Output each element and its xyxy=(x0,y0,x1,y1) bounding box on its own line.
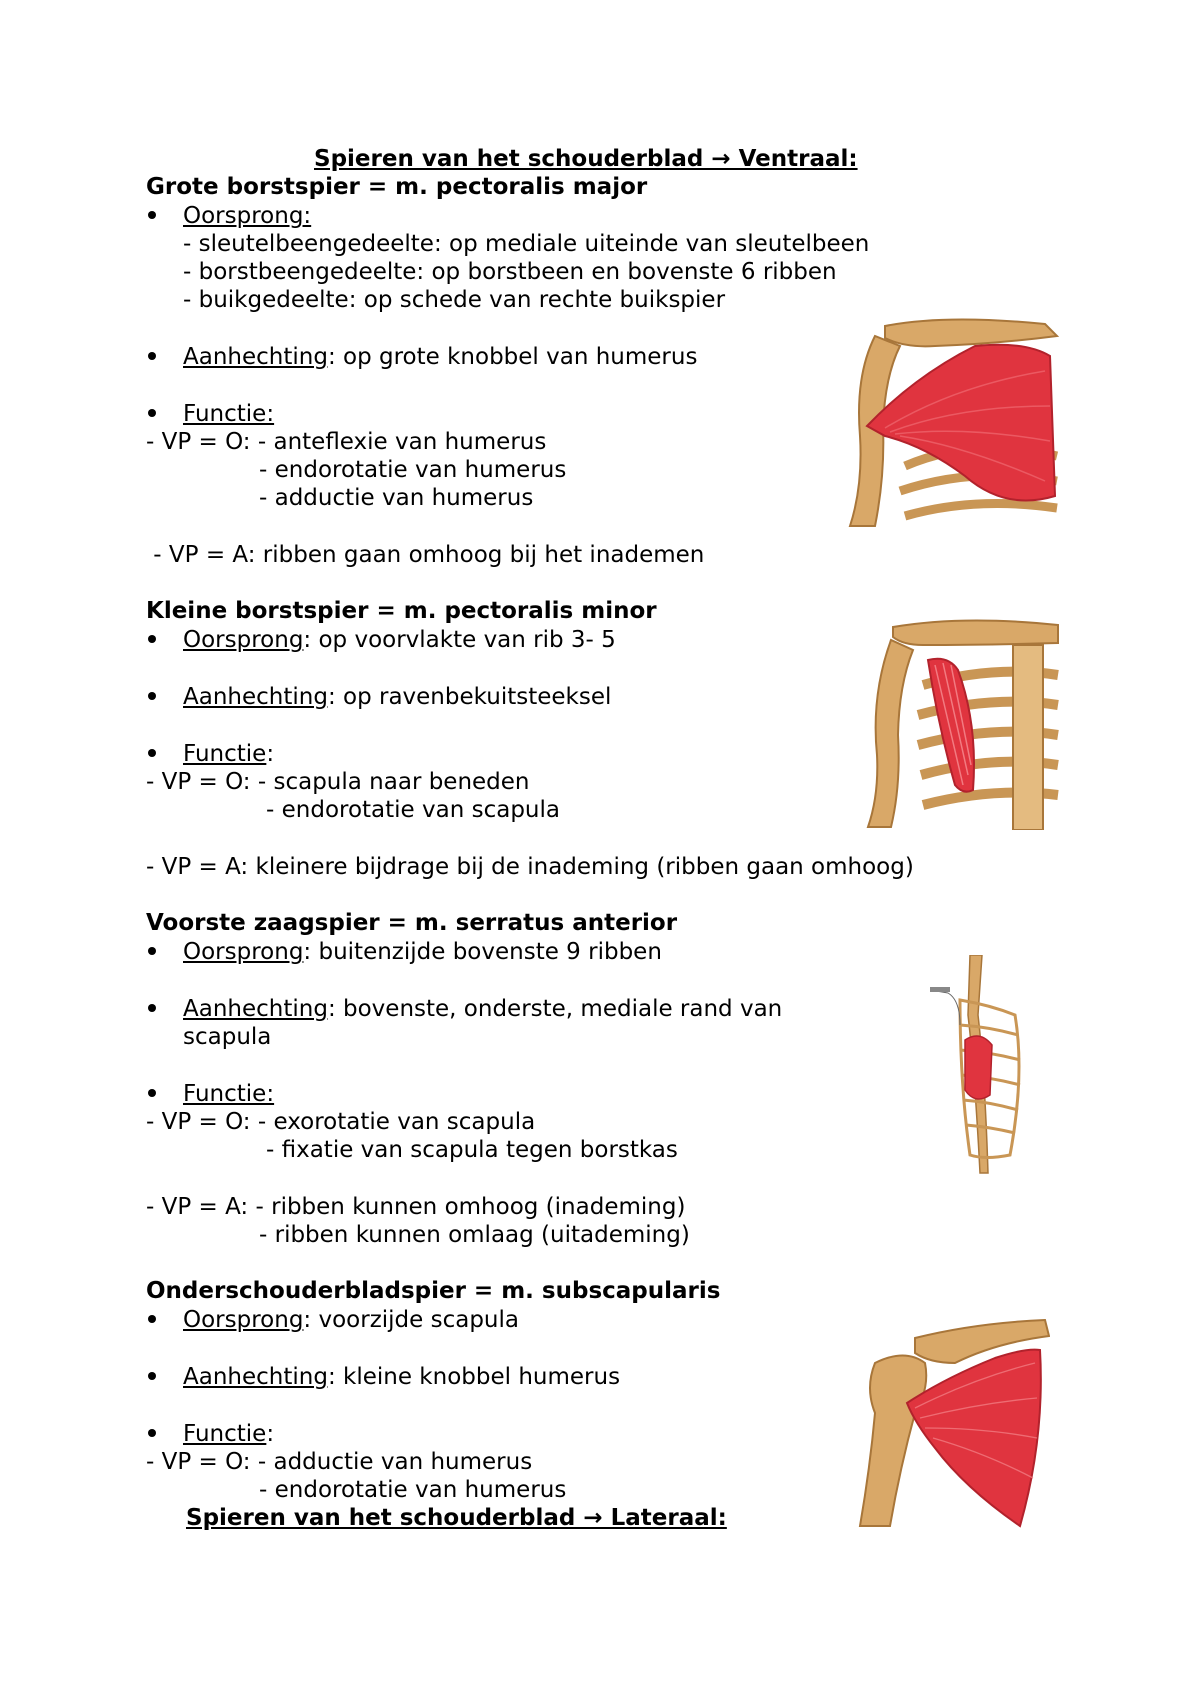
origin-line: - buikgedeelte: op schede van rechte buikspier xyxy=(183,287,726,313)
insertion-label: Aanhechting xyxy=(183,996,328,1022)
function-suffix: : xyxy=(266,741,275,767)
origin-label: Oorsprong xyxy=(183,1307,304,1333)
function-line: - endorotatie van humerus xyxy=(259,457,567,483)
origin-text: : buitenzijde bovenste 9 ribben xyxy=(303,939,662,965)
function-line: - adductie van humerus xyxy=(259,485,534,511)
function-line: - endorotatie van humerus xyxy=(259,1477,567,1503)
pectoralis-major-illustration xyxy=(845,316,1060,529)
origin-line xyxy=(183,938,662,967)
bullet-icon xyxy=(148,749,156,757)
origin-label: Oorsprong xyxy=(183,627,304,653)
bullet-icon xyxy=(148,1315,156,1323)
insertion-text: : op ravenbekuitsteeksel xyxy=(327,684,612,710)
bullet-icon xyxy=(148,947,156,955)
bullet-icon xyxy=(148,409,156,417)
origin-text: : op voorvlakte van rib 3- 5 xyxy=(303,627,616,653)
function-line: - VP = O: - adductie van humerus xyxy=(146,1449,533,1475)
insertion-text: : bovenste, onderste, mediale rand van xyxy=(327,996,783,1022)
bullet-icon xyxy=(148,211,156,219)
insertion-label: Aanhechting xyxy=(183,344,328,370)
function-line: - VP = A: kleinere bijdrage bij de inademing (ribben gaan omhoog) xyxy=(146,854,914,880)
insertion-line: scapula xyxy=(183,1024,272,1050)
function-line: - VP = O: - anteflexie van humerus xyxy=(146,429,547,455)
section-heading: Grote borstspier = m. pectoralis major xyxy=(146,174,648,200)
function-line: - VP = A: - ribben kunnen omhoog (inademing) xyxy=(146,1194,686,1220)
origin-line: - sleutelbeengedeelte: op mediale uiteinde van sleutelbeen xyxy=(183,231,870,257)
insertion-line xyxy=(183,683,611,712)
subscapularis-illustration xyxy=(845,1318,1050,1528)
page-title: Spieren van het schouderblad → Ventraal: xyxy=(314,146,858,172)
function-line: - ribben kunnen omlaag (uitademing) xyxy=(259,1222,690,1248)
function-line: - endorotatie van scapula xyxy=(266,797,560,823)
insertion-label: Aanhechting xyxy=(183,684,328,710)
function-label: Functie xyxy=(183,1421,267,1447)
bullet-icon xyxy=(148,352,156,360)
function-label: Functie xyxy=(183,741,267,767)
function-label: Functie: xyxy=(183,401,275,427)
function-line: - VP = O: - exorotatie van scapula xyxy=(146,1109,536,1135)
function-line xyxy=(183,1420,274,1449)
pectoralis-minor-illustration xyxy=(863,615,1060,830)
section-heading: Onderschouderbladspier = m. subscapularis xyxy=(146,1278,721,1304)
function-label: Functie: xyxy=(183,1081,275,1107)
origin-label: Oorsprong xyxy=(183,939,304,965)
bullet-icon xyxy=(148,1089,156,1097)
insertion-line xyxy=(183,995,782,1024)
function-line xyxy=(183,740,274,769)
insertion-label: Aanhechting xyxy=(183,1364,328,1390)
bullet-icon xyxy=(148,692,156,700)
bullet-icon xyxy=(148,1004,156,1012)
origin-line xyxy=(183,626,616,655)
function-line: - VP = A: ribben gaan omhoog bij het inademen xyxy=(146,542,705,568)
function-line: - VP = O: - scapula naar beneden xyxy=(146,769,530,795)
origin-line: - borstbeengedeelte: op borstbeen en bovenste 6 ribben xyxy=(183,259,837,285)
insertion-line xyxy=(183,343,697,372)
section-heading: Voorste zaagspier = m. serratus anterior xyxy=(146,910,678,936)
insertion-text: : op grote knobbel van humerus xyxy=(327,344,698,370)
bullet-icon xyxy=(148,1429,156,1437)
bullet-icon xyxy=(148,635,156,643)
section-heading: Kleine borstspier = m. pectoralis minor xyxy=(146,598,657,624)
insertion-text: : kleine knobbel humerus xyxy=(327,1364,621,1390)
function-suffix: : xyxy=(266,1421,275,1447)
origin-line xyxy=(183,1306,519,1335)
origin-label: Oorsprong: xyxy=(183,203,312,229)
bullet-icon xyxy=(148,1372,156,1380)
serratus-anterior-illustration xyxy=(930,955,1025,1175)
page-title-lateral: Spieren van het schouderblad → Lateraal: xyxy=(186,1505,727,1531)
function-line: - fixatie van scapula tegen borstkas xyxy=(266,1137,678,1163)
origin-text: : voorzijde scapula xyxy=(303,1307,519,1333)
insertion-line xyxy=(183,1363,620,1392)
